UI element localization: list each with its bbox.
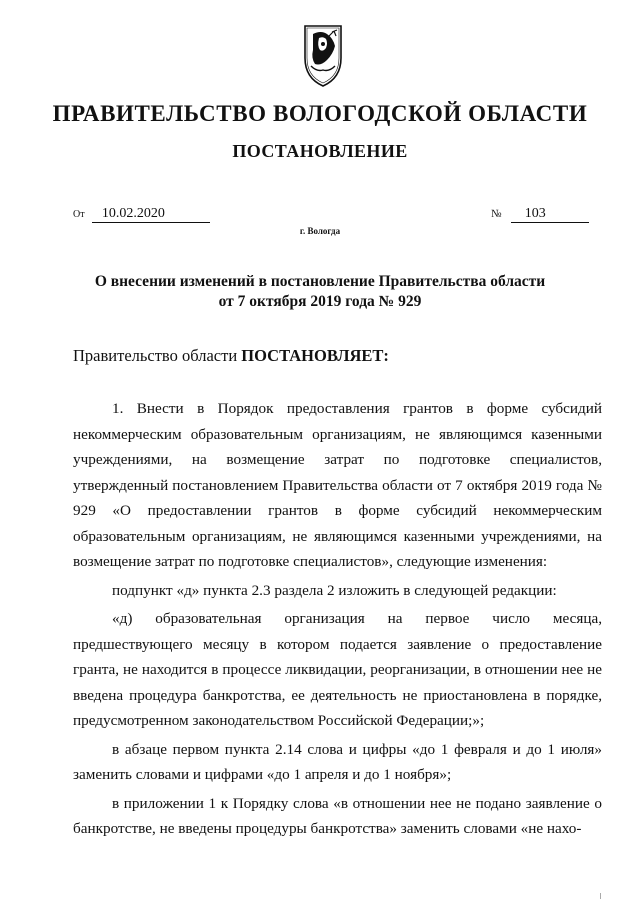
number-value: 103 [511, 206, 589, 223]
document-heading [60, 272, 580, 312]
decree-verb: ПОСТАНОВЛЯЕТ: [241, 346, 389, 365]
paragraph-3: «д) образовательная организация на первое число месяца, предшествующего месяцу в котором подается заявление о предоставление гранта, не находится в процессе ликвидации, реорганизации, в отношении нее не введена процедура банкротства, ее деятельность не приостановлена в порядке, предусмотренном законодательством Российской Федерации;»; [73, 610, 602, 729]
decree-statement [73, 346, 389, 366]
date-value: 10.02.2020 [92, 206, 210, 223]
paragraph-5: в приложении 1 к Порядку слова «в отношении нее не подано заявление о банкротстве, не введены процедуры банкротства» заменить словами «не нахо- [73, 794, 602, 837]
paragraph-2: подпункт «д» пункта 2.3 раздела 2 изложить в следующей редакции: [112, 581, 557, 599]
document-body [73, 396, 602, 845]
number-field [491, 205, 589, 223]
decree-subject: Правительство области [73, 346, 238, 365]
paragraph-4: в абзаце первом пункта 2.14 слова и цифры «до 1 февраля и до 1 июля» заменить словами и цифрами «до 1 апреля и до 1 ноября»; [73, 740, 602, 783]
heading-line-1: О внесении изменений в постановление Правительства области [94, 273, 546, 290]
document-type: ПОСТАНОВЛЕНИЕ [232, 141, 408, 161]
heading-line-2: от 7 октября 2019 года № 929 [218, 293, 422, 310]
scan-mark [600, 893, 601, 899]
city-label: г. Вологда [299, 226, 341, 236]
number-label: № [491, 208, 502, 220]
government-title: ПРАВИТЕЛЬСТВО ВОЛОГОДСКОЙ ОБЛАСТИ [52, 101, 588, 126]
date-field [73, 205, 210, 223]
vologda-oblast-coat-of-arms-icon [293, 20, 353, 90]
date-label: От [73, 209, 85, 220]
paragraph-1: 1. Внести в Порядок предоставления грантов в форме субсидий некоммерческим образовательным организациям, не являющимся казенными учреждениями, на возмещение затрат по подготовке специалистов, утвержденный постановлением Правительства области от 7 октября 2019 года № 929 «О предоставлении грантов в форме субсидий некоммерческим образовательным организациям, не являющимся казенными учреждениями, на возмещение затрат по подготовке специалистов», следующие изменения: [73, 400, 602, 570]
